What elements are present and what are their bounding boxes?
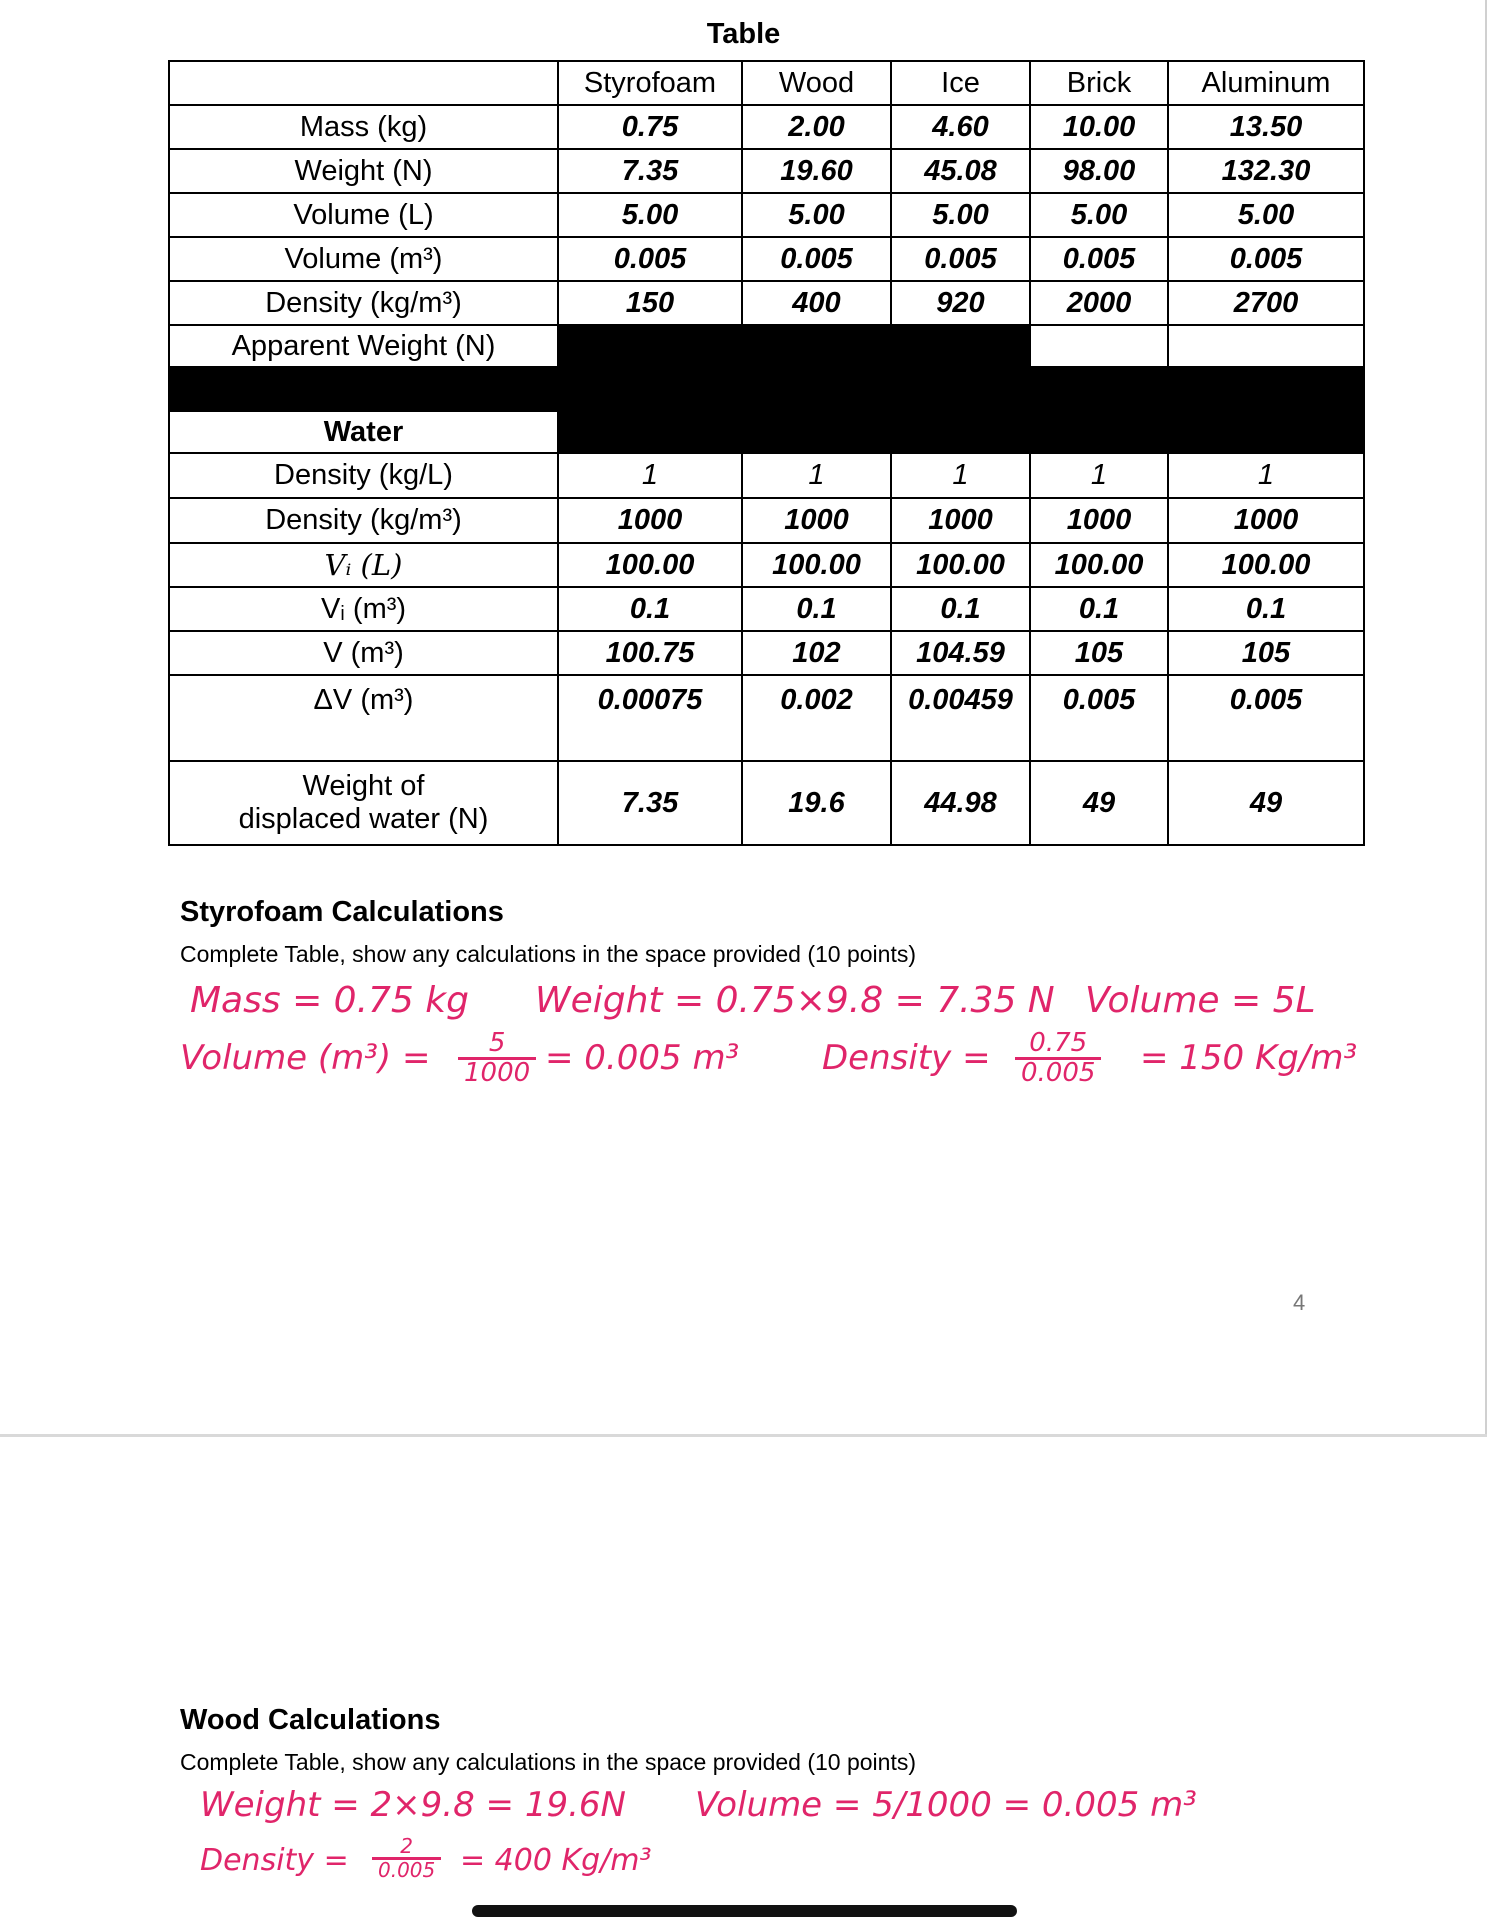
cell: 0.005	[742, 237, 891, 281]
row-label: Volume (L)	[169, 193, 558, 237]
cell: 150	[558, 281, 742, 325]
table-row	[169, 675, 1364, 761]
redacted-cell	[891, 325, 1030, 367]
styrofoam-volume-result: = 0.005 m³	[545, 1038, 740, 1078]
separator-cell	[169, 367, 558, 411]
cell: 105	[1168, 631, 1364, 675]
table-row	[169, 281, 1364, 325]
cell: 0.002	[742, 675, 891, 761]
cell: 1	[891, 453, 1030, 498]
cell: 1000	[1030, 498, 1168, 543]
col-header: Brick	[1030, 61, 1168, 105]
fraction-denominator: 1000	[464, 1058, 531, 1089]
redacted-cell	[742, 411, 891, 453]
col-header: Ice	[891, 61, 1030, 105]
cell: 45.08	[891, 149, 1030, 193]
row-label: Mass (kg)	[169, 105, 558, 149]
cell: 7.35	[558, 761, 742, 845]
cell: 0.1	[891, 587, 1030, 631]
redacted-cell	[558, 411, 742, 453]
cell: 105	[1030, 631, 1168, 675]
col-header: Wood	[742, 61, 891, 105]
table-row	[169, 498, 1364, 543]
cell: 4.60	[891, 105, 1030, 149]
cell: 10.00	[1030, 105, 1168, 149]
cell: 0.1	[1030, 587, 1168, 631]
fraction-denominator: 0.005	[1021, 1058, 1096, 1089]
cell: 100.00	[891, 543, 1030, 587]
separator-cell	[742, 367, 891, 411]
fraction-numerator: 5	[458, 1030, 536, 1060]
cell: 104.59	[891, 631, 1030, 675]
cell: 1	[1030, 453, 1168, 498]
cell: 1000	[891, 498, 1030, 543]
cell: 44.98	[891, 761, 1030, 845]
cell: 100.00	[1168, 543, 1364, 587]
separator-cell	[1168, 367, 1364, 411]
col-header: Styrofoam	[558, 61, 742, 105]
cell: 98.00	[1030, 149, 1168, 193]
cell: 0.005	[1030, 675, 1168, 761]
styrofoam-weight: Weight = 0.75×9.8 = 7.35 N	[535, 980, 1055, 1021]
cell: 100.75	[558, 631, 742, 675]
styrofoam-mass: Mass = 0.75 kg	[190, 980, 469, 1021]
water-label: Water	[169, 411, 558, 453]
wood-instructions: Complete Table, show any calculations in the space provided (10 points)	[180, 1749, 916, 1775]
cell: 0.1	[558, 587, 742, 631]
row-label: Vᵢ (m³)	[169, 587, 558, 631]
styrofoam-density-label: Density =	[822, 1038, 991, 1078]
col-header: Aluminum	[1168, 61, 1364, 105]
separator-row	[169, 367, 1364, 411]
cell: 100.00	[558, 543, 742, 587]
styrofoam-density-result: = 150 Kg/m³	[1140, 1038, 1358, 1078]
table-row	[169, 543, 1364, 587]
table-title: Table	[706, 18, 781, 50]
wood-density-result: = 400 Kg/m³	[460, 1843, 652, 1878]
row-label: Density (kg/m³)	[169, 281, 558, 325]
cell: 5.00	[558, 193, 742, 237]
cell: 19.6	[742, 761, 891, 845]
cell: 49	[1168, 761, 1364, 845]
cell: 0.75	[558, 105, 742, 149]
cell: 0.005	[558, 237, 742, 281]
separator-cell	[558, 367, 742, 411]
cell	[1030, 325, 1168, 367]
wood-density-label: Density =	[200, 1843, 349, 1878]
cell: 5.00	[742, 193, 891, 237]
cell: 49	[1030, 761, 1168, 845]
cell: 0.00459	[891, 675, 1030, 761]
cell: 1000	[558, 498, 742, 543]
cell: 1	[558, 453, 742, 498]
styrofoam-volume-fraction	[458, 1030, 536, 1088]
fraction-denominator: 0.005	[378, 1858, 436, 1882]
wood-volume: Volume = 5/1000 = 0.005 m³	[695, 1785, 1197, 1825]
wood-title: Wood Calculations	[180, 1704, 441, 1736]
cell: 0.005	[1030, 237, 1168, 281]
redacted-cell	[1168, 411, 1364, 453]
row-label: Density (kg/L)	[169, 453, 558, 498]
cell: 400	[742, 281, 891, 325]
cell: 0.005	[891, 237, 1030, 281]
row-label-line: displaced water (N)	[238, 803, 489, 835]
page-break	[0, 1434, 1487, 1437]
row-label: Vᵢ (L)	[169, 543, 558, 587]
cell: 13.50	[1168, 105, 1364, 149]
header-row	[169, 61, 1364, 105]
row-label: Volume (m³)	[169, 237, 558, 281]
styrofoam-title: Styrofoam Calculations	[180, 896, 504, 928]
table-row	[169, 193, 1364, 237]
wood-weight: Weight = 2×9.8 = 19.6N	[200, 1785, 626, 1825]
row-label: Weight (N)	[169, 149, 558, 193]
row-label: Apparent Weight (N)	[169, 325, 558, 367]
styrofoam-volume: Volume = 5L	[1085, 980, 1316, 1021]
header-empty	[169, 61, 558, 105]
cell: 1000	[1168, 498, 1364, 543]
separator-cell	[891, 367, 1030, 411]
cell: 920	[891, 281, 1030, 325]
redacted-cell	[891, 411, 1030, 453]
cell: 0.005	[1168, 237, 1364, 281]
data-table	[168, 60, 1365, 846]
cell: 19.60	[742, 149, 891, 193]
cell: 0.1	[1168, 587, 1364, 631]
cell: 2000	[1030, 281, 1168, 325]
fraction-numerator: 2	[372, 1836, 441, 1860]
cell: 5.00	[1030, 193, 1168, 237]
displaced-row	[169, 761, 1364, 845]
cell: 5.00	[1168, 193, 1364, 237]
cell: 1	[1168, 453, 1364, 498]
cell: 2.00	[742, 105, 891, 149]
table-row	[169, 453, 1364, 498]
separator-cell	[1030, 367, 1168, 411]
row-label-line: Weight of	[302, 770, 425, 802]
table-row	[169, 237, 1364, 281]
redacted-cell	[1030, 411, 1168, 453]
cell: 100.00	[1030, 543, 1168, 587]
cell: 5.00	[891, 193, 1030, 237]
cell	[1168, 325, 1364, 367]
table-row	[169, 105, 1364, 149]
fraction-numerator: 0.75	[1015, 1030, 1101, 1060]
table-row	[169, 631, 1364, 675]
row-label	[169, 761, 558, 845]
row-label: ΔV (m³)	[169, 675, 558, 761]
table-row	[169, 587, 1364, 631]
cell: 0.00075	[558, 675, 742, 761]
cell: 100.00	[742, 543, 891, 587]
cell: 0.005	[1168, 675, 1364, 761]
cell: 0.1	[742, 587, 891, 631]
redacted-cell	[742, 325, 891, 367]
styrofoam-volume-m3-label: Volume (m³) =	[180, 1038, 431, 1078]
redacted-cell	[558, 325, 742, 367]
page-number: 4	[1293, 1290, 1306, 1315]
row-label: V (m³)	[169, 631, 558, 675]
cell: 102	[742, 631, 891, 675]
cell: 2700	[1168, 281, 1364, 325]
water-header-row	[169, 411, 1364, 453]
cell: 132.30	[1168, 149, 1364, 193]
cell: 1	[742, 453, 891, 498]
apparent-weight-row	[169, 325, 1364, 367]
styrofoam-instructions: Complete Table, show any calculations in the space provided (10 points)	[180, 941, 916, 967]
row-label: Density (kg/m³)	[169, 498, 558, 543]
cell: 1000	[742, 498, 891, 543]
table-row	[169, 149, 1364, 193]
cell: 7.35	[558, 149, 742, 193]
wood-density-fraction	[372, 1836, 441, 1881]
styrofoam-density-fraction	[1015, 1030, 1101, 1088]
home-indicator-bar[interactable]	[472, 1905, 1017, 1917]
